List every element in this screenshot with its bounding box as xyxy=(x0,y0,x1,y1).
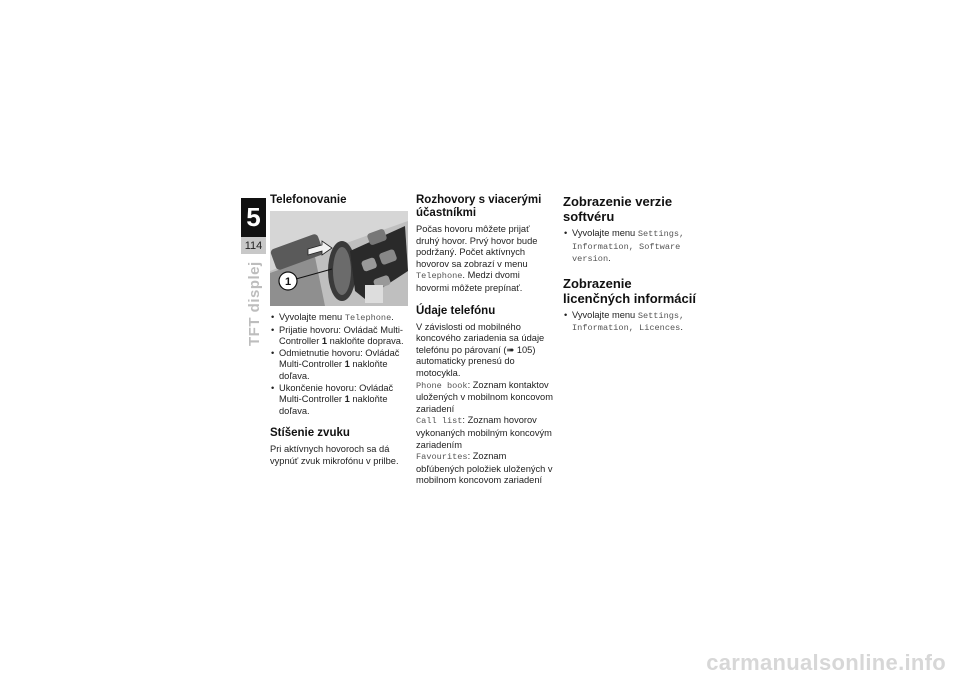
column-software-info xyxy=(563,194,698,341)
multi-party-text: Počas hovoru môžete prijať druhý hovor. Prvý hovor bude podržaný. Počet aktívnych hovorov sa zobrazí v menu Telephone. Medzi dvomi hovormi môžete prepínať. xyxy=(416,224,538,293)
heading-licence-info: Zobrazenie licenčných informácií xyxy=(563,275,696,306)
heading-multi-party-calls: Rozhovory s viacerými účastníkmi xyxy=(416,194,542,219)
list-item: • Vyvolajte menu Telephone. xyxy=(270,312,408,325)
phone-data-text: V závislosti od mobilného koncového zariadenia sa údaje telefónu po párovaní (➠ 105) automaticky prenesú do motocykla. xyxy=(416,321,545,378)
telephone-steps-list xyxy=(270,312,408,417)
software-version-list xyxy=(563,228,698,266)
list-item: • Ukončenie hovoru: Ovládač Multi-Controller 1 nakloňte doľava. xyxy=(270,383,408,418)
column-multi-party xyxy=(416,194,554,487)
handlebar-controller-photo xyxy=(270,211,408,306)
callout-number: 1 xyxy=(284,276,292,288)
section-side-title: TFT displej xyxy=(246,261,263,346)
chapter-number: 5 xyxy=(246,202,261,232)
list-item: • Odmietnutie hovoru: Ovládač Multi-Controller 1 nakloňte doľava. xyxy=(270,348,408,383)
phonebook-text: Phone book: Zoznam kontaktov uložených v mobilnom koncovom zariadení xyxy=(416,379,553,414)
favourites-text: Favourites: Zoznam obľúbených položiek uložených v mobilnom koncovom zariadení xyxy=(416,451,553,486)
list-item: • Prijatie hovoru: Ovládač Multi-Controller 1 nakloňte doprava. xyxy=(270,325,408,348)
list-item: • Vyvolajte menu Settings, Information, Licences. xyxy=(563,310,698,335)
footer-watermark: carmanualsonline.info xyxy=(706,650,946,675)
heading-software-version: Zobrazenie verzie softvéru xyxy=(563,194,673,224)
heading-telephoning: Telefonovanie xyxy=(270,194,347,206)
column-telephoning xyxy=(270,194,408,468)
chapter-number-tab xyxy=(241,198,266,237)
licence-info-list xyxy=(563,310,698,335)
page-number: 114 xyxy=(241,237,266,254)
calllist-text: Call list: Zoznam hovorov vykonaných mobilným koncovým zariadením xyxy=(416,415,552,450)
list-item: • Vyvolajte menu Settings, Information, Software version. xyxy=(563,228,698,266)
heading-mute: Stíšenie zvuku xyxy=(270,427,350,440)
mute-text: Pri aktívnych hovoroch sa dá vypnúť zvuk mikrofónu v prilbe. xyxy=(270,444,399,466)
heading-phone-data: Údaje telefónu xyxy=(416,304,496,317)
